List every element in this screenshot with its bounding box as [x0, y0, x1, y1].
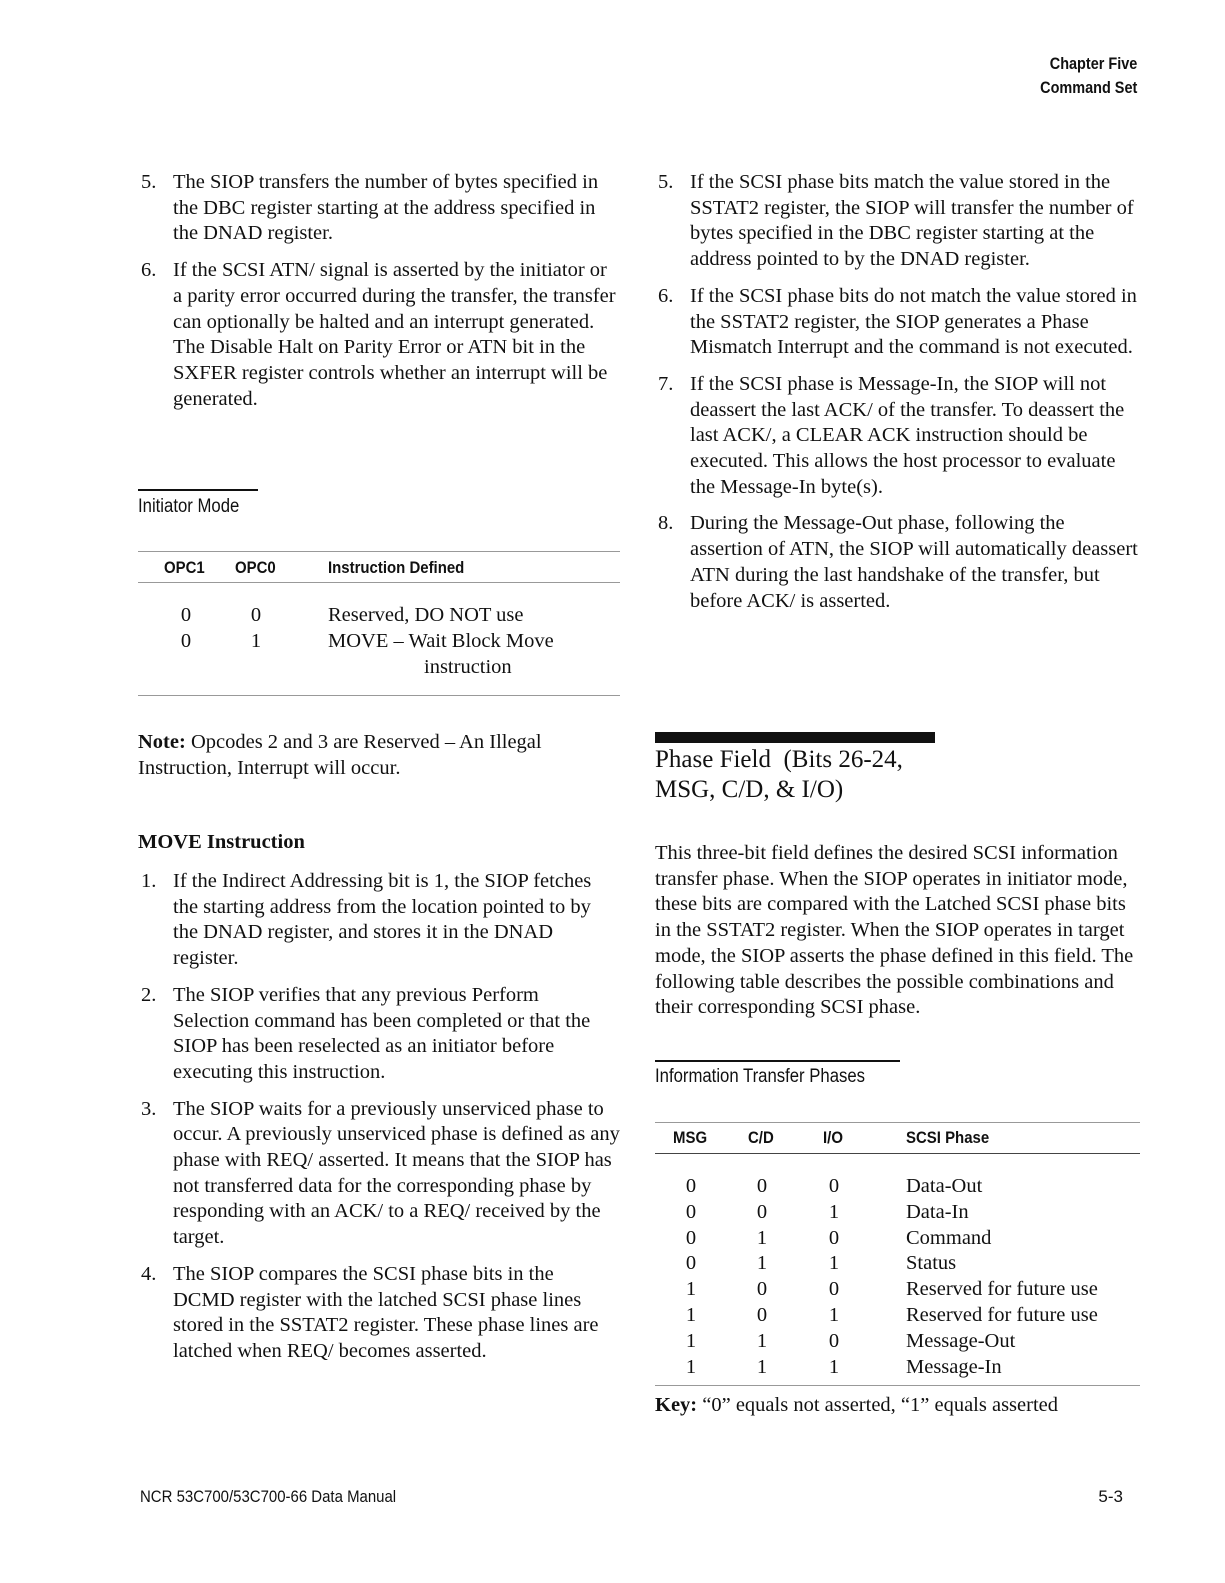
cell-cd: 0 [756, 1200, 768, 1223]
note-label: Note: [138, 731, 186, 753]
item-number: 6. [658, 284, 674, 307]
item-number: 5. [658, 171, 674, 193]
cell-opc0: 0 [250, 604, 262, 626]
running-header [1040, 52, 1137, 100]
cell-msg: 0 [685, 1226, 697, 1249]
col-header-opc0: OPC0 [235, 558, 276, 577]
cell-instruction: Reserved, DO NOT use [328, 604, 524, 626]
cell-scsi-phase: Status [906, 1252, 957, 1275]
item-number: 4. [141, 1262, 157, 1285]
cell-instruction: MOVE – Wait Block Move [328, 630, 554, 652]
item-text: The SIOP compares the SCSI phase bits in the DCMD register with the latched SCSI phase lines stored in the SSTAT2 register. These phase lines are latched when REQ/ becomes asserted. [173, 1262, 599, 1362]
cell-io: 0 [828, 1278, 840, 1301]
cell-cd: 0 [756, 1304, 768, 1326]
move-step-list [138, 869, 620, 1376]
item-number: 7. [658, 372, 674, 395]
cell-opc0: 1 [250, 630, 262, 652]
cell-cd: 0 [756, 1278, 768, 1301]
cell-io: 0 [828, 1226, 840, 1249]
item-text: During the Message-Out phase, following the assertion of ATN, the SIOP will automatically deassert ATN during the last handshake of the transfer, but before ACK/ is asserted. [690, 512, 1138, 612]
col-header-io: I/O [823, 1128, 843, 1147]
cell-msg: 1 [685, 1278, 697, 1301]
list-item [655, 372, 1140, 501]
caption-rule [655, 1060, 900, 1062]
cell-cd: 0 [756, 1175, 768, 1197]
list-item [655, 511, 1140, 614]
cell-scsi-phase: Command [906, 1226, 992, 1249]
cell-scsi-phase: Message-In [906, 1355, 1002, 1378]
cell-instruction-cont: instruction [424, 656, 512, 678]
item-text: The SIOP verifies that any previous Perform Selection command has been completed or that the SIOP has been reselected as an initiator before executing this instruction. [173, 983, 591, 1083]
cell-io: 0 [828, 1329, 840, 1352]
item-number: 6. [141, 259, 157, 282]
cell-scsi-phase: Message-Out [906, 1329, 1016, 1352]
table-bottom-rule [655, 1385, 1140, 1386]
footer-manual-title: NCR 53C700/53C700-66 Data Manual [140, 1487, 397, 1506]
chapter-label: Chapter Five [1049, 54, 1137, 73]
cell-msg: 1 [685, 1329, 697, 1352]
cell-msg: 1 [685, 1355, 697, 1378]
item-number: 2. [141, 983, 157, 1006]
col-header-msg: MSG [673, 1128, 708, 1147]
cell-msg: 0 [685, 1200, 697, 1223]
item-text: The SIOP waits for a previously unserviced phase to occur. A previously unserviced phase is defined as any phase with REQ/ asserted. It means that the SIOP has not transferred data for the corresponding phase by responding with an ACK/ to a REQ/ received by the target. [173, 1097, 620, 1249]
cell-io: 0 [828, 1175, 840, 1197]
cell-msg: 0 [685, 1175, 697, 1197]
cell-opc1: 0 [180, 630, 192, 652]
cell-msg: 0 [685, 1252, 697, 1275]
cell-cd: 1 [756, 1329, 768, 1352]
col-header-cd: C/D [748, 1128, 774, 1147]
section-label: Command Set [1039, 78, 1137, 97]
table-bottom-rule [138, 695, 620, 696]
item-number: 5. [141, 171, 157, 193]
item-text: If the SCSI ATN/ signal is asserted by the initiator or a parity error occurred during the transfer, the transfer can optionally be halted and an interrupt generated. The Disable Halt on Parity Error or ATN bit in the SXFER register controls whether an interrupt will be generated. [173, 259, 616, 410]
list-item [655, 170, 1140, 273]
note [138, 730, 618, 781]
item-text: If the SCSI phase bits match the value stored in the SSTAT2 register, the SIOP will transfer the number of bytes specified in the DBC register starting at the address pointed to by the DNAD register. [690, 171, 1134, 271]
col-header-instruction: Instruction Defined [328, 558, 465, 577]
list-item [138, 258, 618, 412]
phase-heading-line1: Phase Field (Bits 26-24, [655, 746, 903, 773]
list-item [138, 1262, 620, 1365]
table-header-rule [138, 582, 620, 583]
cell-scsi-phase: Data-Out [906, 1175, 983, 1197]
key-text: “0” equals not asserted, “1” equals asserted [702, 1394, 1059, 1416]
cell-scsi-phase: Reserved for future use [906, 1304, 1098, 1326]
footer-page-number: 5-3 [1098, 1487, 1123, 1506]
table-top-rule [138, 551, 620, 552]
col-header-opc1: OPC1 [164, 558, 205, 577]
cell-msg: 1 [685, 1304, 697, 1326]
move-heading: MOVE Instruction [138, 831, 305, 853]
item-text: The SIOP transfers the number of bytes specified in the DBC register starting at the address specified in the DNAD register. [173, 171, 599, 245]
cell-io: 1 [828, 1252, 840, 1275]
cell-cd: 1 [756, 1226, 768, 1249]
cell-cd: 1 [756, 1252, 768, 1275]
cell-io: 1 [828, 1304, 840, 1326]
item-text: If the SCSI phase bits do not match the value stored in the SSTAT2 register, the SIOP generates a Phase Mismatch Interrupt and the command is not executed. [690, 284, 1137, 359]
table-header-rule [655, 1153, 1140, 1154]
list-item [138, 170, 618, 247]
initiator-table-caption: Initiator Mode [138, 496, 240, 517]
cell-cd: 1 [756, 1355, 768, 1378]
cell-scsi-phase: Data-In [906, 1200, 969, 1223]
cell-io: 1 [828, 1355, 840, 1378]
list-item [655, 284, 1140, 361]
item-number: 1. [141, 870, 157, 892]
cell-scsi-phase: Reserved for future use [906, 1278, 1098, 1301]
item-number: 3. [141, 1097, 157, 1120]
list-item [138, 1097, 620, 1251]
heading-bar [655, 732, 935, 743]
item-number: 8. [658, 512, 674, 535]
phase-heading-line2: MSG, C/D, & I/O) [655, 776, 844, 803]
phase-table-caption: Information Transfer Phases [655, 1066, 866, 1087]
list-item [138, 869, 620, 972]
table-top-rule [655, 1122, 1140, 1123]
right-step-list [655, 170, 1140, 625]
caption-rule [138, 489, 258, 491]
item-text: If the Indirect Addressing bit is 1, the SIOP fetches the starting address from the location pointed to by the DNAD register, and stores it in the DNAD register. [173, 870, 592, 970]
note-text: Opcodes 2 and 3 are Reserved – An Illegal Instruction, Interrupt will occur. [138, 731, 542, 779]
table-key [655, 1393, 1058, 1419]
list-item [138, 983, 620, 1086]
left-step-list [138, 170, 618, 423]
col-header-scsi-phase: SCSI Phase [906, 1128, 990, 1147]
phase-paragraph: This three-bit field defines the desired SCSI information transfer phase. When the SIOP operates in initiator mode, these bits are compared with the Latched SCSI phase bits in the SSTAT2 register. When the SIOP operates in target mode, the SIOP asserts the phase defined in this field. The following table describes the possible combinations and their corresponding SCSI phase. [655, 842, 1134, 1019]
item-text: If the SCSI phase is Message-In, the SIOP will not deassert the last ACK/ of the transfer. To deassert the last ACK/, a CLEAR ACK instruction should be executed. This allows the host processor to evaluate the Message-In byte(s). [690, 372, 1125, 498]
cell-opc1: 0 [180, 604, 192, 626]
key-label: Key: [655, 1394, 698, 1416]
phase-heading [655, 745, 903, 805]
cell-io: 1 [828, 1200, 840, 1223]
